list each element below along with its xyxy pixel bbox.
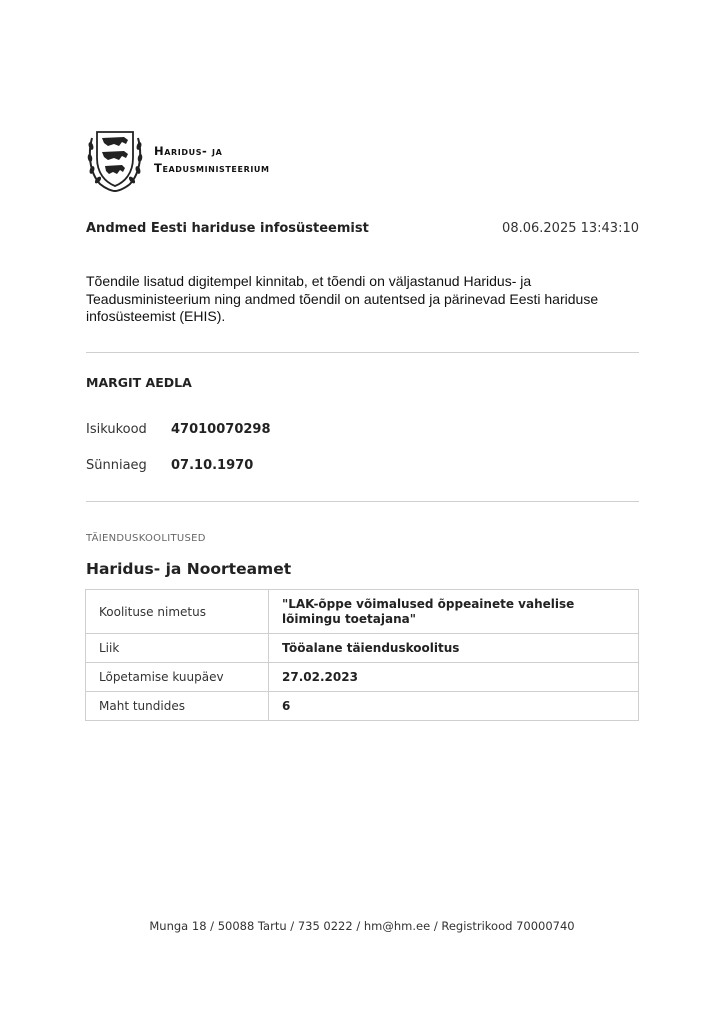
table-row <box>86 634 639 663</box>
intro-text: Tõendile lisatud digitempel kinnitab, et tõendi on väljastanud Haridus- ja Teadusministeerium ning andmed tõendil on autentsed ja pärinevad Eesti hariduse infosüsteemist (EHIS). <box>86 273 599 324</box>
table-row <box>86 663 639 692</box>
field-birth-date <box>86 458 253 473</box>
issue-datetime: 08.06.2025 13:43:10 <box>502 221 639 236</box>
row-value: "LAK-õppe võimalused õppeainete vahelise lõimingu toetajana" <box>269 590 639 634</box>
estonian-coat-of-arms-icon <box>86 128 144 192</box>
table-row <box>86 590 639 634</box>
footer-contact: Munga 18 / 50088 Tartu / 735 0222 / hm@hm.ee / Registrikood 70000740 <box>149 919 575 933</box>
ministry-name <box>154 143 270 177</box>
personal-code-value: 47010070298 <box>171 422 271 437</box>
birth-date-value: 07.10.1970 <box>171 458 254 473</box>
row-key: Lõpetamise kuupäev <box>86 663 269 692</box>
divider <box>86 501 639 502</box>
ministry-name-line2: Teadusministeerium <box>154 161 270 175</box>
row-value: 27.02.2023 <box>269 663 639 692</box>
personal-code-label: Isikukood <box>86 422 147 437</box>
table-row <box>86 692 639 721</box>
divider <box>86 352 639 353</box>
ministry-name-line1: Haridus- ja <box>154 144 223 158</box>
field-personal-code <box>86 422 271 437</box>
source-row <box>86 221 639 236</box>
source-title: Andmed Eesti hariduse infosüsteemist <box>86 221 369 236</box>
course-table <box>85 589 639 721</box>
organization-name: Haridus- ja Noorteamet <box>86 560 292 578</box>
person-name: MARGIT AEDLA <box>86 375 192 390</box>
row-value: Tööalane täienduskoolitus <box>269 634 639 663</box>
ministry-logo <box>86 128 270 192</box>
section-label: TÄIENDUSKOOLITUSED <box>86 533 206 544</box>
row-key: Maht tundides <box>86 692 269 721</box>
row-key: Koolituse nimetus <box>86 590 269 634</box>
row-key: Liik <box>86 634 269 663</box>
row-value: 6 <box>269 692 639 721</box>
birth-date-label: Sünniaeg <box>86 458 147 473</box>
